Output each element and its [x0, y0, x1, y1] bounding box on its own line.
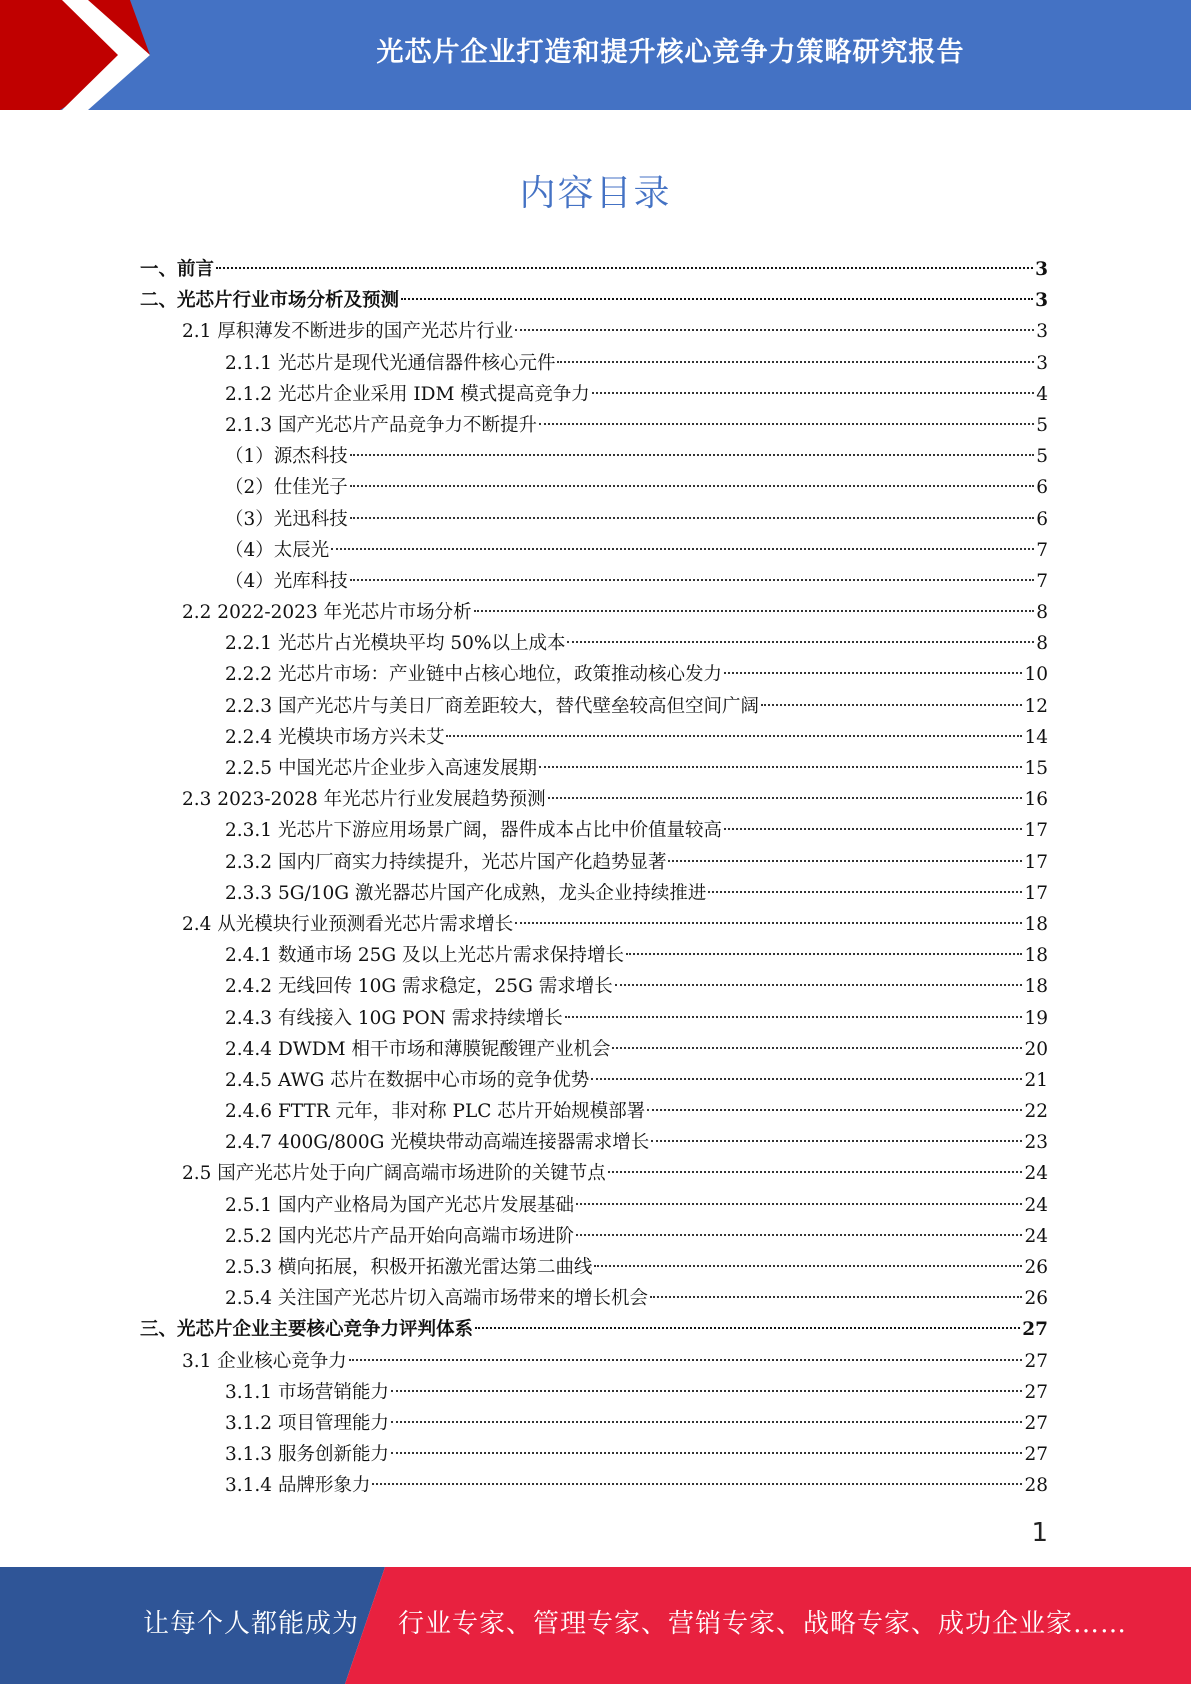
toc-entry-title: （4）太辰光 [225, 539, 330, 561]
toc-entry-page: 17 [1024, 820, 1048, 842]
toc-entry-title: 2.5.3 横向拓展，积极开拓激光雷达第二曲线 [225, 1257, 593, 1278]
toc-entry[interactable] [140, 1377, 1048, 1408]
dot-leader [576, 1234, 1022, 1236]
toc-entry-title: 3.1.1 市场营销能力 [225, 1381, 389, 1403]
toc-entry[interactable] [140, 1408, 1048, 1439]
toc-entry-title: 3.1.4 品牌形象力 [225, 1475, 371, 1497]
dot-leader [372, 1483, 1022, 1485]
dot-leader [724, 828, 1022, 830]
toc-entry[interactable] [140, 659, 1048, 690]
toc-entry-title: 2.2.4 光模块市场方兴未艾 [225, 726, 445, 748]
toc-entry-title: 3.1 企业核心竞争力 [182, 1350, 347, 1372]
dot-leader [724, 672, 1022, 674]
toc-entry-page: 21 [1024, 1069, 1048, 1091]
toc-entry[interactable] [140, 504, 1048, 535]
toc-entry-title: 2.2.3 国产光芯片与美日厂商差距较大，替代壁垒较高但空间广阔 [225, 695, 759, 717]
toc-entry-page: 28 [1024, 1475, 1048, 1497]
dot-leader [594, 1265, 1022, 1267]
dot-leader [615, 984, 1023, 986]
toc-entry-title: 2.3.1 光芯片下游应用场景广阔，器件成本占比中价值量较高 [225, 820, 722, 842]
toc-entry-page: 24 [1024, 1225, 1048, 1247]
toc-entry-title: （2）仕佳光子 [225, 477, 348, 499]
toc-entry-title: 2.4.7 400G/800G 光模块带动高端连接器需求增长 [225, 1132, 650, 1154]
dot-leader [592, 392, 1034, 394]
toc-entry[interactable] [140, 815, 1048, 846]
dot-leader [612, 1047, 1022, 1049]
toc-entry-title: 二、光芯片行业市场分析及预测 [140, 290, 400, 312]
toc-entry-page: 22 [1024, 1101, 1048, 1123]
toc-entry[interactable] [140, 847, 1048, 878]
toc-entry-title: 2.2.1 光芯片占光模块平均 50%以上成本 [225, 633, 566, 655]
toc-entry-page: 20 [1024, 1038, 1048, 1060]
dot-leader [650, 1296, 1022, 1298]
toc-entry-page: 4 [1036, 383, 1048, 405]
toc-entry-page: 8 [1036, 633, 1048, 655]
page-header [0, 0, 1191, 110]
toc-entry[interactable] [140, 566, 1048, 597]
toc-entry-title: 2.2.2 光芯片市场：产业链中占核心地位，政策推动核心发力 [225, 664, 722, 686]
toc-entry[interactable] [140, 691, 1048, 722]
toc-entry-page: 19 [1024, 1007, 1048, 1029]
toc-entry-page: 17 [1024, 882, 1048, 904]
toc-entry[interactable] [140, 1221, 1048, 1252]
dot-leader [475, 1327, 1020, 1329]
dot-leader [647, 1109, 1022, 1111]
dot-leader [761, 704, 1022, 706]
toc-entry[interactable] [140, 1127, 1048, 1158]
toc-entry-title: 2.2.5 中国光芯片企业步入高速发展期 [225, 758, 537, 779]
toc-entry[interactable] [140, 1252, 1048, 1283]
toc-entry[interactable] [140, 784, 1048, 815]
toc-entry-title: 2.4.4 DWDM 相干市场和薄膜铌酸锂产业机会 [225, 1038, 611, 1060]
toc-entry-page: 26 [1024, 1257, 1048, 1278]
toc-entry-title: 2.5 国产光芯片处于向广阔高端市场进阶的关键节点 [182, 1163, 606, 1185]
toc-entry[interactable] [140, 410, 1048, 441]
toc-entry[interactable] [140, 1065, 1048, 1096]
toc-entry[interactable] [140, 1439, 1048, 1470]
toc-entry[interactable] [140, 1158, 1048, 1189]
toc-entry-page: 7 [1036, 570, 1048, 592]
toc-entry[interactable] [140, 722, 1048, 753]
toc-entry-page: 17 [1024, 851, 1048, 873]
dot-leader [350, 579, 1034, 581]
toc-entry-page: 27 [1024, 1381, 1048, 1403]
toc-entry-page: 18 [1024, 976, 1048, 998]
toc-entry-title: 2.3.2 国内厂商实力持续提升，光芯片国产化趋势显著 [225, 851, 667, 873]
dot-leader [557, 361, 1034, 363]
table-of-contents [140, 254, 1048, 1502]
dot-leader [331, 548, 1034, 550]
dot-leader [548, 797, 1023, 799]
toc-entry[interactable] [140, 348, 1048, 379]
dot-leader [591, 1078, 1022, 1080]
page-footer [0, 1567, 1191, 1684]
toc-entry-page: 3 [1036, 352, 1048, 374]
toc-entry-title: 2.5.2 国内光芯片产品开始向高端市场进阶 [225, 1225, 574, 1247]
dot-leader [391, 1452, 1022, 1454]
report-title: 光芯片企业打造和提升核心竞争力策略研究报告 [376, 37, 965, 68]
dot-leader [515, 329, 1034, 331]
toc-entry-title: 2.3.3 5G/10G 激光器芯片国产化成熟，龙头企业持续推进 [225, 882, 707, 904]
toc-entry[interactable] [140, 1190, 1048, 1221]
toc-entry-title: 2.4 从光模块行业预测看光芯片需求增长 [182, 913, 514, 935]
toc-entry-page: 14 [1024, 726, 1048, 748]
toc-entry[interactable] [140, 909, 1048, 940]
toc-entry-title: 2.4.1 数通市场 25G 及以上光芯片需求保持增长 [225, 945, 625, 967]
toc-entry[interactable] [140, 441, 1048, 472]
toc-entry[interactable] [140, 1096, 1048, 1127]
toc-entry-title: （3）光迅科技 [225, 508, 348, 530]
toc-entry[interactable] [140, 254, 1048, 285]
toc-entry-page: 6 [1036, 508, 1048, 530]
dot-leader [539, 766, 1022, 768]
toc-entry-title: 2.4.3 有线接入 10G PON 需求持续增长 [225, 1007, 563, 1029]
toc-entry-title: 2.4.2 无线回传 10G 需求稳定，25G 需求增长 [225, 976, 613, 998]
toc-entry[interactable] [140, 628, 1048, 659]
toc-entry[interactable] [140, 971, 1048, 1002]
toc-entry-title: 2.1.1 光芯片是现代光通信器件核心元件 [225, 352, 556, 374]
toc-entry-title: 2.1.3 国产光芯片产品竞争力不断提升 [225, 414, 537, 436]
toc-entry[interactable] [140, 379, 1048, 410]
dot-leader [626, 953, 1022, 955]
toc-entry-title: 2.4.6 FTTR 元年，非对称 PLC 芯片开始规模部署 [225, 1101, 646, 1123]
toc-entry[interactable] [140, 1034, 1048, 1065]
dot-leader [565, 1016, 1023, 1018]
footer-slogan-left: 让每个人都能成为 [143, 1609, 360, 1639]
toc-entry[interactable] [140, 1003, 1048, 1034]
toc-heading: 内容目录 [519, 173, 672, 214]
dot-leader [576, 1203, 1022, 1205]
toc-entry[interactable] [140, 940, 1048, 971]
toc-entry-title: （4）光库科技 [225, 570, 348, 592]
toc-entry[interactable] [140, 753, 1048, 784]
toc-entry-title: 一、前言 [140, 259, 215, 280]
dot-leader [474, 610, 1035, 612]
toc-entry-page: 18 [1024, 945, 1048, 967]
toc-entry[interactable] [140, 285, 1048, 316]
toc-entry-page: 27 [1024, 1350, 1048, 1372]
toc-entry-title: 2.1.2 光芯片企业采用 IDM 模式提高竞争力 [225, 383, 590, 405]
toc-entry-page: 7 [1036, 539, 1048, 561]
toc-entry[interactable] [140, 316, 1048, 347]
toc-entry[interactable] [140, 597, 1048, 628]
dot-leader [216, 267, 1033, 269]
dot-leader [708, 891, 1022, 893]
toc-entry-page: 3 [1036, 321, 1048, 343]
toc-entry-title: 2.5.1 国内产业格局为国产光芯片发展基础 [225, 1194, 574, 1216]
toc-entry[interactable] [140, 535, 1048, 566]
toc-entry[interactable] [140, 1346, 1048, 1377]
toc-entry-page: 16 [1024, 789, 1048, 811]
dot-leader [539, 423, 1034, 425]
dot-leader [391, 1421, 1022, 1423]
dot-leader [651, 1140, 1022, 1142]
dot-leader [446, 735, 1022, 737]
toc-entry-title: 2.5.4 关注国产光芯片切入高端市场带来的增长机会 [225, 1288, 648, 1310]
toc-entry-page: 3 [1035, 259, 1048, 280]
toc-entry-page: 26 [1024, 1288, 1048, 1310]
toc-entry[interactable] [140, 1470, 1048, 1501]
toc-entry-page: 24 [1024, 1194, 1048, 1216]
toc-entry-page: 6 [1036, 477, 1048, 499]
dot-leader [401, 298, 1033, 300]
toc-entry-title: 3.1.2 项目管理能力 [225, 1412, 389, 1434]
dot-leader [350, 485, 1034, 487]
toc-entry-page: 12 [1024, 695, 1048, 717]
toc-entry[interactable] [140, 1283, 1048, 1314]
dot-leader [515, 922, 1022, 924]
toc-entry-page: 5 [1036, 414, 1048, 436]
dot-leader [668, 860, 1022, 862]
page-number: 1 [1031, 1518, 1048, 1548]
toc-entry-title: 2.1 厚积薄发不断进步的国产光芯片行业 [182, 321, 514, 343]
toc-entry[interactable] [140, 472, 1048, 503]
dot-leader [608, 1171, 1023, 1173]
dot-leader [391, 1390, 1022, 1392]
toc-entry-page: 23 [1024, 1132, 1048, 1154]
toc-entry-title: 2.4.5 AWG 芯片在数据中心市场的竞争优势 [225, 1069, 590, 1091]
toc-entry-page: 27 [1024, 1412, 1048, 1434]
toc-entry-title: 2.2 2022-2023 年光芯片市场分析 [182, 602, 472, 624]
toc-entry-title: 三、光芯片企业主要核心竞争力评判体系 [140, 1319, 474, 1341]
toc-entry[interactable] [140, 878, 1048, 909]
toc-entry-page: 10 [1024, 664, 1048, 686]
dot-leader [350, 517, 1034, 519]
toc-entry-title: 3.1.3 服务创新能力 [225, 1444, 389, 1466]
dot-leader [350, 454, 1034, 456]
toc-entry-page: 18 [1024, 913, 1048, 935]
toc-entry[interactable] [140, 1314, 1048, 1345]
toc-entry-title: （1）源杰科技 [225, 446, 348, 468]
toc-entry-page: 5 [1036, 446, 1048, 468]
toc-entry-title: 2.3 2023-2028 年光芯片行业发展趋势预测 [182, 789, 546, 811]
toc-entry-page: 3 [1035, 290, 1048, 312]
toc-entry-page: 15 [1024, 758, 1048, 779]
toc-entry-page: 8 [1036, 602, 1048, 624]
dot-leader [567, 641, 1034, 643]
footer-slogan-right: 行业专家、管理专家、营销专家、战略专家、成功企业家…… [398, 1609, 1128, 1639]
toc-entry-page: 27 [1022, 1319, 1048, 1341]
toc-entry-page: 24 [1024, 1163, 1048, 1185]
dot-leader [349, 1359, 1023, 1361]
toc-entry-page: 27 [1024, 1444, 1048, 1466]
